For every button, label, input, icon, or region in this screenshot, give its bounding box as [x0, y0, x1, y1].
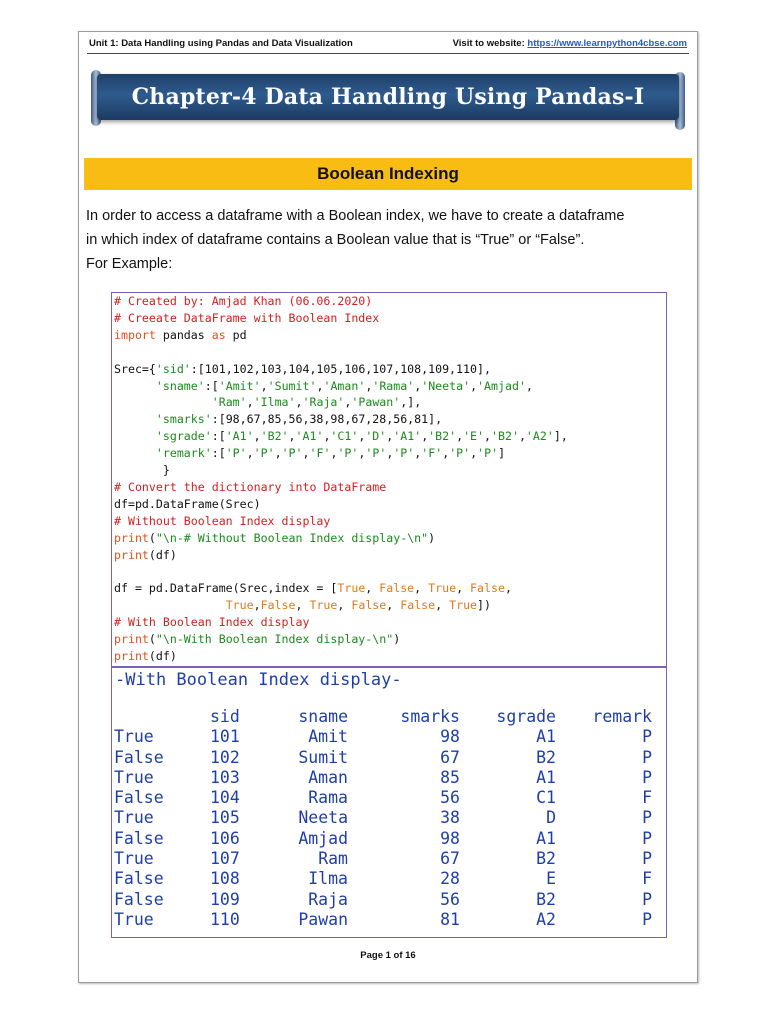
intro-paragraph	[86, 204, 692, 276]
table-cell: 106	[210, 828, 240, 848]
code-comment: # Created by: Amjad Khan (06.06.2020)	[114, 294, 373, 308]
table-cell: False	[114, 889, 164, 909]
table-cell: B2	[536, 849, 556, 869]
section-title: Boolean Indexing	[317, 164, 459, 183]
table-cell: 105	[210, 808, 240, 828]
document-page	[78, 31, 698, 983]
page-footer: Page 1 of 16	[360, 950, 416, 961]
table-cell: Amit	[308, 727, 348, 747]
code-string: 'P'	[281, 446, 303, 461]
code-string: 'A2'	[525, 429, 554, 444]
code-string: 'F'	[309, 446, 331, 461]
code-string: 'D'	[365, 429, 387, 444]
code-boolean: True	[309, 598, 338, 613]
table-cell: True	[114, 808, 154, 828]
code-string: 'A1'	[393, 429, 422, 444]
code-string: 'B2'	[491, 429, 519, 444]
code-boolean: True	[225, 598, 254, 613]
table-cell: 67	[440, 849, 460, 869]
code-boolean: True	[337, 581, 366, 596]
code-text: df=pd.DataFrame(Srec)	[114, 496, 261, 511]
column-header: sid	[210, 707, 240, 726]
code-string: 'smarks'	[155, 412, 212, 427]
code-string: "\n-# Without Boolean Index display-\n"	[155, 530, 429, 545]
code-text: (df)	[148, 547, 177, 562]
table-cell: Neeta	[298, 808, 348, 828]
code-string: 'E'	[463, 429, 485, 444]
code-string: 'P'	[253, 446, 275, 461]
table-cell: A1	[536, 767, 556, 787]
code-keyword: print	[114, 530, 149, 545]
table-cell: 67	[440, 747, 460, 767]
table-cell: D	[546, 808, 556, 828]
code-text: :[98,67,85,56,38,98,67,28,56,81],	[211, 412, 443, 427]
code-keyword: import	[114, 327, 156, 342]
table-cell: 108	[210, 869, 240, 889]
code-string: 'sname'	[155, 378, 205, 393]
table-cell: False	[114, 828, 164, 848]
header-divider	[87, 53, 689, 54]
code-comment: # With Boolean Index display	[114, 615, 310, 630]
table-row	[114, 788, 652, 808]
code-boolean: False	[400, 598, 436, 613]
code-text: ])	[477, 598, 491, 613]
chapter-banner	[91, 70, 685, 132]
section-heading-bar	[84, 158, 692, 190]
code-string: 'A1'	[295, 429, 324, 444]
code-text: df = pd.DataFrame(Srec,index = [	[114, 581, 338, 596]
table-cell: 110	[210, 909, 240, 929]
code-string: 'Neeta'	[421, 378, 471, 393]
code-boolean: True	[449, 598, 478, 613]
table-cell: 109	[210, 889, 240, 909]
code-string: 'Sumit'	[267, 378, 317, 393]
table-cell: P	[642, 767, 652, 787]
table-cell: Raja	[308, 889, 348, 909]
table-cell: 56	[440, 889, 460, 909]
code-string: 'P'	[477, 446, 499, 461]
table-cell: False	[114, 788, 164, 808]
column-header: remark	[592, 707, 652, 726]
table-cell: True	[114, 909, 154, 929]
table-row	[114, 748, 652, 768]
table-cell: Rama	[308, 788, 348, 808]
code-string: 'P'	[337, 446, 359, 461]
table-cell: Ilma	[308, 869, 348, 889]
table-cell: P	[642, 808, 652, 828]
code-boolean: False	[379, 581, 415, 596]
code-comment: # Creeate DataFrame with Boolean Index	[114, 310, 380, 325]
table-cell: True	[114, 767, 154, 787]
code-listing: # Created by: Amjad Khan (06.06.2020) # Creeate DataFrame with Boolean Index import pandas as pd Srec={'sid':[101,102,103,104,105,106,107,108,109,110], 'sname':['Amit','Sumit','Aman','Rama','Neeta','Amjad', 'Ram','Ilma','Raja','Pawan',], 'smarks':[98,67,85,56,38,98,67,28,56,81], 'sgrade':['A1','B2','A1','C1','D','A1','B2','E','B2','A2'], 'remark':['P','P','P','F','P','P','P','F','P','P'] } # Convert the dictionary into DataFrame df=pd.DataFrame(Srec) # Without Boolean Index display print("\n-# Without Boolean Index display-\n") print(df) df = pd.DataFrame(Srec,index = [True, False, True, False, True,False, True, False, False, True]) # With Boolean Index display print("\n-With Boolean Index display-\n") print(df)	[114, 294, 568, 664]
header-unit-title: Unit 1: Data Handling using Pandas and Data Visualization	[89, 38, 353, 49]
table-row	[114, 910, 652, 930]
code-text: Srec={	[114, 361, 156, 376]
table-row	[114, 727, 652, 747]
code-string: 'P'	[225, 446, 247, 461]
column-header: sname	[298, 707, 348, 726]
table-cell: 81	[440, 909, 460, 929]
table-row	[114, 890, 652, 910]
code-boolean: True	[428, 581, 457, 596]
code-string: 'Aman'	[323, 378, 366, 393]
column-header	[114, 707, 210, 727]
table-cell: C1	[536, 788, 556, 808]
table-cell: True	[114, 727, 154, 747]
table-cell: P	[642, 849, 652, 869]
table-row	[114, 849, 652, 869]
code-text: :[	[204, 378, 219, 393]
table-cell: P	[642, 727, 652, 747]
table-row	[114, 869, 652, 889]
output-title: -With Boolean Index display-	[115, 670, 402, 690]
code-boolean: False	[470, 581, 505, 596]
table-cell: B2	[536, 747, 556, 767]
table-cell: 101	[210, 727, 240, 747]
code-string: 'P'	[393, 446, 415, 461]
code-boolean: False	[351, 598, 387, 613]
header-website	[453, 38, 687, 49]
code-string: "\n-With Boolean Index display-\n"	[155, 632, 394, 647]
code-string: 'B2'	[428, 429, 457, 444]
code-string: 'P'	[449, 446, 471, 461]
header-website-prefix: Visit to website:	[452, 38, 525, 49]
output-header-row	[114, 707, 652, 727]
code-text: pandas	[155, 327, 212, 342]
table-cell: P	[642, 889, 652, 909]
code-string: 'A1'	[225, 429, 254, 444]
code-string: 'Pawan'	[351, 395, 401, 410]
table-cell: Pawan	[298, 909, 348, 929]
code-text: }	[162, 463, 170, 478]
table-row	[114, 808, 652, 828]
table-row	[114, 768, 652, 788]
code-comment: # Without Boolean Index display	[114, 513, 331, 528]
code-text	[114, 379, 156, 393]
table-cell: 56	[440, 788, 460, 808]
table-cell: P	[642, 909, 652, 929]
code-text: (df)	[148, 649, 177, 664]
code-keyword: print	[114, 649, 149, 664]
table-cell: Aman	[308, 767, 348, 787]
website-link[interactable]: https://www.learnpython4cbse.com	[527, 38, 687, 49]
output-block	[111, 666, 667, 938]
code-text: pd	[225, 327, 247, 342]
table-cell: 102	[210, 747, 240, 767]
table-cell: B2	[536, 889, 556, 909]
table-cell: 104	[210, 788, 240, 808]
table-cell: 85	[440, 767, 460, 787]
code-text: :[101,102,103,104,105,106,107,108,109,110],	[190, 361, 491, 376]
table-cell: A1	[536, 727, 556, 747]
page-header	[89, 38, 687, 52]
code-string: 'F'	[421, 446, 443, 461]
output-table	[114, 707, 652, 930]
code-string: 'Raja'	[302, 395, 345, 410]
table-cell: F	[642, 869, 652, 889]
intro-line-3: For Example:	[86, 256, 173, 272]
code-string: 'Amjad'	[477, 378, 526, 393]
code-keyword: print	[114, 547, 149, 562]
code-string: 'C1'	[330, 429, 359, 444]
code-string: 'Ram'	[211, 395, 247, 410]
intro-line-1: In order to access a dataframe with a Boolean index, we have to create a dataframe	[86, 208, 625, 224]
code-boolean: False	[260, 598, 296, 613]
code-string: 'B2'	[260, 429, 289, 444]
table-cell: 98	[440, 727, 460, 747]
table-cell: True	[114, 849, 154, 869]
column-header: sgrade	[496, 707, 556, 726]
code-string: 'P'	[365, 446, 387, 461]
table-cell: Amjad	[298, 828, 348, 848]
code-keyword: as	[211, 327, 226, 342]
code-block	[111, 292, 667, 668]
table-cell: 28	[440, 869, 460, 889]
column-header: smarks	[400, 707, 460, 726]
table-cell: F	[642, 788, 652, 808]
table-cell: A1	[536, 828, 556, 848]
table-cell: False	[114, 747, 164, 767]
code-string: 'sid'	[155, 361, 191, 376]
table-cell: A2	[536, 909, 556, 929]
table-cell: False	[114, 869, 164, 889]
code-text: ,],	[400, 395, 422, 410]
table-cell: P	[642, 747, 652, 767]
table-cell: P	[642, 828, 652, 848]
table-cell: E	[546, 869, 556, 889]
banner-ribbon	[97, 74, 679, 120]
table-cell: Sumit	[298, 747, 348, 767]
code-string: 'Amit'	[218, 378, 261, 393]
output-rows	[114, 727, 652, 930]
code-string: 'remark'	[155, 446, 212, 461]
table-row	[114, 829, 652, 849]
table-cell: 98	[440, 828, 460, 848]
code-comment: # Convert the dictionary into DataFrame	[114, 479, 387, 494]
table-cell: 103	[210, 767, 240, 787]
code-string: 'Rama'	[372, 378, 415, 393]
table-cell: 38	[440, 808, 460, 828]
code-string: 'sgrade'	[155, 429, 212, 444]
code-keyword: print	[114, 632, 149, 647]
table-cell: Ram	[318, 849, 348, 869]
table-cell: 107	[210, 849, 240, 869]
intro-line-2: in which index of dataframe contains a Boolean value that is “True” or “False”.	[86, 232, 585, 248]
code-string: 'Ilma'	[253, 395, 296, 410]
chapter-title: Chapter-4 Data Handling Using Pandas-I	[131, 84, 645, 110]
